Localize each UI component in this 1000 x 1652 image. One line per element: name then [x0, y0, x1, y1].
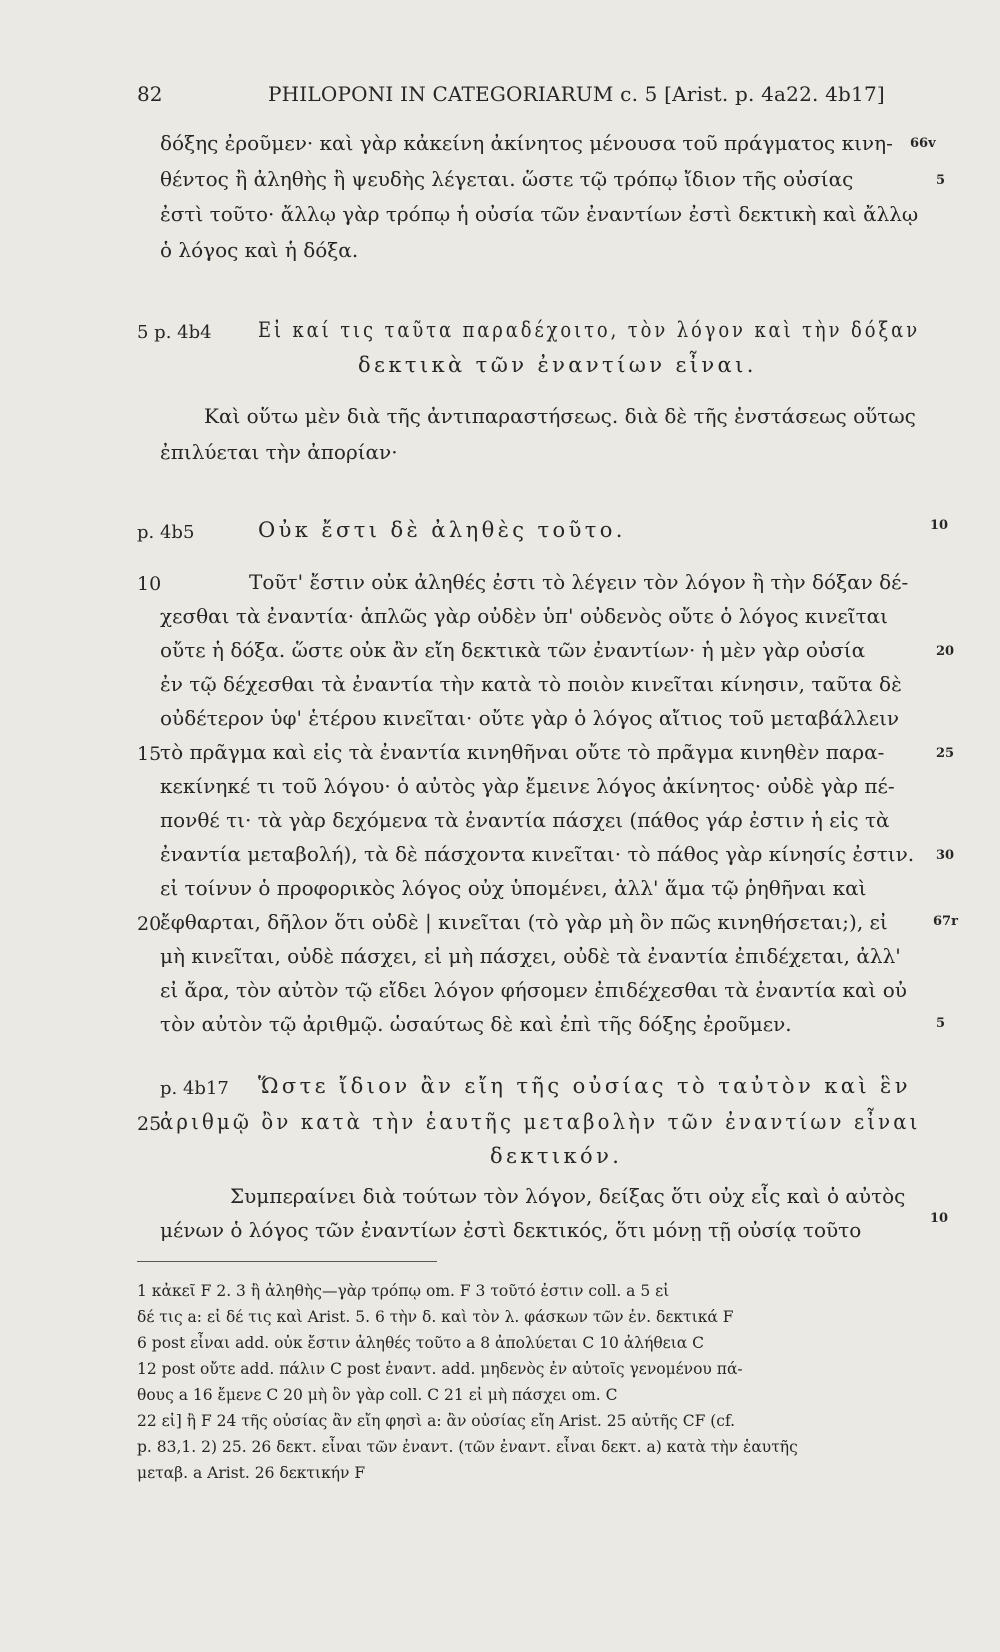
lemma-reference: 5 p. 4b4: [137, 322, 212, 343]
lemma-reference: p. 4b17: [160, 1078, 229, 1099]
line-number: 10: [137, 573, 162, 595]
lemma-reference: p. 4b5: [137, 522, 195, 543]
footnote-rule: [137, 1261, 437, 1262]
text-line: ἐστὶ τοῦτο· ἄλλῳ γὰρ τρόπῳ ἡ οὐσία τῶν ἐναντίων ἐστὶ δεκτικὴ καὶ ἄλλῳ: [160, 202, 919, 226]
text-line: μὴ κινεῖται, οὐδὲ πάσχει, εἰ μὴ πάσχει, οὐδὲ τὰ ἐναντία ἐπιδέχεται, ἀλλ': [160, 944, 901, 968]
folio-marker: 67r: [933, 914, 958, 929]
line-number: 10: [930, 518, 949, 533]
text-line: χεσθαι τὰ ἐναντία· ἁπλῶς γὰρ οὐδὲν ὑπ' οὐδενὸς οὔτε ὁ λόγος κινεῖται: [160, 604, 889, 628]
footnote-line: θους a 16 ἔμενε C 20 μὴ ὂν γὰρ coll. C 21 εἰ μὴ πάσχει om. C: [137, 1386, 618, 1404]
lemma-text: δεκτικὰ τῶν ἐναντίων εἶναι.: [358, 353, 757, 377]
lemma-text: δεκτικόν.: [490, 1144, 623, 1168]
text-line: πονθέ τι· τὰ γὰρ δεχόμενα τὰ ἐναντία πάσχει (πάθος γάρ ἐστιν ἡ εἰς τὰ: [160, 808, 890, 832]
footnote-line: 22 εἰ] ἢ F 24 τῆς οὐσίας ἂν εἴη φησὶ a: ἂν οὐσίας εἴη Arist. 25 αὐτῆς CF (cf.: [137, 1412, 736, 1430]
text-line: Καὶ οὕτω μὲν διὰ τῆς ἀντιπαραστήσεως. διὰ δὲ τῆς ἐνστάσεως οὕτως: [204, 404, 916, 428]
text-line: οὔτε ἡ δόξα. ὥστε οὐκ ἂν εἴη δεκτικὰ τῶν ἐναντίων· ἡ μὲν γὰρ οὐσία: [160, 638, 866, 662]
footnote-line: 12 post οὔτε add. πάλιν C post ἐναντ. add. μηδενὸς ἐν αὐτοῖς γενομένου πά-: [137, 1360, 743, 1378]
line-number: 20: [137, 913, 162, 935]
text-line: ἔφθαρται, δῆλον ὅτι οὐδὲ | κινεῖται (τὸ γὰρ μὴ ὂν πῶς κινηθήσεται;), εἰ: [160, 910, 888, 934]
line-number: 5: [936, 173, 946, 188]
running-title: PHILOPONI IN CATEGORIARUM c. 5 [Arist. p. 4a22. 4b17]: [268, 82, 885, 106]
text-line: εἰ ἄρα, τὸν αὐτὸν τῷ εἴδει λόγον φήσομεν ἐπιδέχεσθαι τὰ ἐναντία καὶ οὐ: [160, 978, 907, 1002]
text-line: ἐναντία μεταβολή), τὰ δὲ πάσχοντα κινεῖται· τὸ πάθος γὰρ κίνησίς ἐστιν.: [160, 842, 915, 866]
text-line: τὸ πρᾶγμα καὶ εἰς τὰ ἐναντία κινηθῆναι οὔτε τὸ πρᾶγμα κινηθὲν παρα-: [160, 740, 885, 764]
footnote-line: μεταβ. a Arist. 26 δεκτικήν F: [137, 1464, 366, 1482]
text-line: ὁ λόγος καὶ ἡ δόξα.: [160, 238, 359, 262]
text-line: ἐπιλύεται τὴν ἀπορίαν·: [160, 440, 398, 464]
text-line: κεκίνηκέ τι τοῦ λόγου· ὁ αὐτὸς γὰρ ἔμεινε λόγος ἀκίνητος· οὐδὲ γὰρ πέ-: [160, 774, 895, 798]
footnote-line: 1 κἀκεῖ F 2. 3 ἢ ἀληθὴς—γὰρ τρόπῳ om. F 3 τοῦτό ἐστιν coll. a 5 εἰ: [137, 1282, 670, 1300]
text-line: μένων ὁ λόγος τῶν ἐναντίων ἐστὶ δεκτικός, ὅτι μόνῃ τῇ οὐσίᾳ τοῦτο: [160, 1218, 862, 1242]
text-line: Τοῦτ' ἔστιν οὐκ ἀληθές ἐστι τὸ λέγειν τὸν λόγον ἢ τὴν δόξαν δέ-: [249, 570, 909, 594]
lemma-text: Ὥστε ἴδιον ἂν εἴη τῆς οὐσίας τὸ ταὐτὸν καὶ ἓν: [258, 1074, 911, 1098]
text-line: θέντος ἢ ἀληθὴς ἢ ψευδὴς λέγεται. ὥστε τῷ τρόπῳ ἴδιον τῆς οὐσίας: [160, 167, 854, 191]
text-line: οὐδέτερον ὑφ' ἑτέρου κινεῖται· οὔτε γὰρ ὁ λόγος αἴτιος τοῦ μεταβάλλειν: [160, 706, 900, 730]
line-number: 25: [137, 1113, 162, 1135]
page-number: 82: [137, 82, 163, 106]
text-line: ἐν τῷ δέχεσθαι τὰ ἐναντία τὴν κατὰ τὸ ποιὸν κινεῖται κίνησιν, ταῦτα δὲ: [160, 672, 902, 696]
folio-marker: 66v: [910, 136, 936, 151]
line-number: 30: [936, 848, 955, 863]
lemma-text: Οὐκ ἔστι δὲ ἀληθὲς τοῦτο.: [258, 518, 626, 542]
line-number: 5: [936, 1016, 946, 1031]
text-line: Συμπεραίνει διὰ τούτων τὸν λόγον, δείξας ὅτι οὐχ εἷς καὶ ὁ αὐτὸς: [230, 1184, 906, 1208]
line-number: 15: [137, 743, 162, 765]
footnote-line: δέ τις a: εἰ δέ τις καὶ Arist. 5. 6 τὴν δ. καὶ τὸν λ. φάσκων τῶν ἐν. δεκτικά F: [137, 1308, 734, 1326]
line-number: 20: [936, 644, 955, 659]
line-number: 10: [930, 1211, 949, 1226]
lemma-text: Εἰ καί τις ταῦτα παραδέχοιτο, τὸν λόγον καὶ τὴν δόξαν: [258, 318, 921, 342]
text-line: τὸν αὐτὸν τῷ ἀριθμῷ. ὡσαύτως δὲ καὶ ἐπὶ τῆς δόξης ἐροῦμεν.: [160, 1012, 792, 1036]
footnote-line: 6 post εἶναι add. οὐκ ἔστιν ἀληθές τοῦτο a 8 ἀπολύεται C 10 ἀλήθεια C: [137, 1334, 705, 1352]
line-number: 25: [936, 746, 955, 761]
text-line: δόξης ἐροῦμεν· καὶ γὰρ κἀκείνη ἀκίνητος μένουσα τοῦ πράγματος κινη-: [160, 131, 893, 155]
text-line: εἰ τοίνυν ὁ προφορικὸς λόγος οὐχ ὑπομένει, ἀλλ' ἅμα τῷ ῥηθῆναι καὶ: [160, 876, 867, 900]
footnote-line: p. 83,1. 2) 25. 26 δεκτ. εἶναι τῶν ἐναντ. (τῶν ἐναντ. εἶναι δεκτ. a) κατὰ τὴν ἑαυτῆς: [137, 1438, 798, 1456]
lemma-text: ἀριθμῷ ὂν κατὰ τὴν ἑαυτῆς μεταβολὴν τῶν ἐναντίων εἶναι: [160, 1110, 921, 1134]
